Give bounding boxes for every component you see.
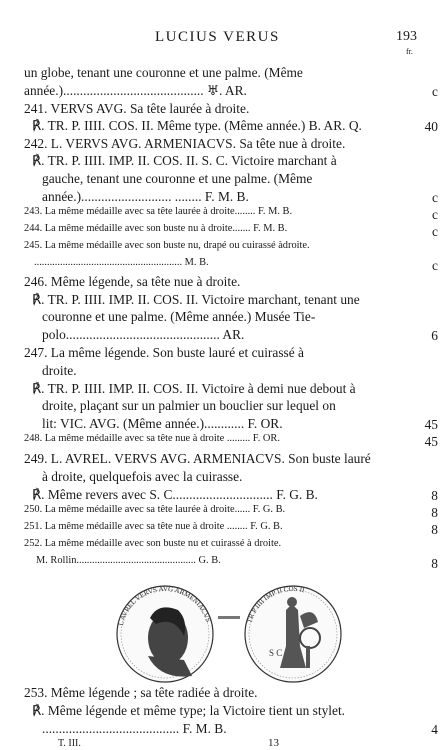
rarity-value: c	[432, 207, 438, 222]
catalogue-line: 250. La même médaille avec sa tête laurée à droite...... F. G. B.	[24, 504, 286, 515]
coin-illustration	[100, 576, 360, 688]
running-title: LUCIUS VERUS	[155, 29, 280, 45]
rarity-value: c	[432, 190, 438, 205]
rarity-value: c	[432, 258, 438, 273]
catalogue-line: 244. La même médaille avec son buste nu à droite....... F. M. B.	[24, 223, 288, 234]
catalogue-line: polo.............................................. AR.	[42, 327, 245, 342]
reverse-legend: TR P IIII IMP II COS II	[245, 584, 306, 624]
catalogue-line: un globe, tenant une couronne et une palme. (Même	[24, 65, 303, 80]
rarity-value: 8	[431, 522, 438, 537]
catalogue-line: 249. L. AVREL. VERVS AVG. ARMENIACVS. Son buste lauré	[24, 451, 371, 466]
rarity-value: c	[432, 84, 438, 99]
rarity-value: 45	[424, 417, 438, 432]
rarity-value: c	[432, 224, 438, 239]
coin-engraving	[100, 576, 360, 688]
catalogue-line: année.)........................... ........ F. M. B.	[42, 189, 249, 204]
catalogue-line: lit: VIC. AVG. (Même année.)............ F. OR.	[42, 416, 283, 431]
catalogue-line: à droite, quelquefois avec la cuirasse.	[42, 469, 243, 484]
catalogue-line: M. Rollin.............................................. G. B.	[36, 555, 221, 566]
reverse-sc: S C	[269, 648, 283, 658]
catalogue-line: ......................................... F. M. B.	[42, 721, 227, 736]
catalogue-line: ℟. Même revers avec S. C.............................. F. G. B.	[32, 487, 318, 502]
volume-marker: T. III.	[58, 738, 81, 749]
catalogue-line: 252. La même médaille avec son buste nu et cuirassé à droite.	[24, 538, 282, 549]
catalogue-line: ℟. TR. P. IIII. IMP. II. COS. II. Victoire à demi nue debout à	[32, 381, 356, 396]
catalogue-line: 241. VERVS AVG. Sa tête laurée à droite.	[24, 101, 250, 116]
catalogue-line: droite, plaçant sur un palmier un bouclier sur lequel on	[42, 398, 336, 413]
rarity-value: 8	[431, 505, 438, 520]
catalogue-line: 248. La même médaille avec sa tête nue à droite ......... F. OR.	[24, 433, 280, 444]
catalogue-line: couronne et une palme. (Même année.) Musée Tie-	[42, 309, 316, 324]
catalogue-line: 251. La même médaille avec sa tête nue à droite ........ F. G. B.	[24, 521, 283, 532]
rarity-value: 4	[431, 722, 438, 737]
obverse-legend: L AVREL VERVS AVG ARMENIACVS	[116, 584, 213, 627]
signature-number: 13	[268, 737, 279, 749]
catalogue-line: 253. Même légende ; sa tête radiée à droite.	[24, 685, 258, 700]
catalogue-line: ℟. TR. P. IIII. IMP. II. COS. II. Victoire marchant, tenant une	[32, 292, 360, 307]
rarity-value: 40	[424, 119, 438, 134]
catalogue-line: 243. La même médaille avec sa tête laurée à droite........ F. M. B.	[24, 206, 293, 217]
catalogue-line: ℟. Même légende et même type; la Victoire tient un stylet.	[32, 703, 346, 718]
catalogue-line: année.).......................................... ♅. AR.	[24, 83, 247, 98]
catalogue-line: 242. L. VERVS AVG. ARMENIACVS. Sa tête nue à droite.	[24, 136, 346, 151]
page-number: 193	[396, 29, 417, 44]
catalogue-line: 247. La même légende. Son buste lauré et cuirassé à	[24, 345, 304, 360]
catalogue-line: ℟. TR. P. IIII. COS. II. Même type. (Même année.) B. AR. Q.	[32, 118, 362, 133]
catalogue-line: droite.	[42, 363, 77, 378]
catalogue-line: ......................................................... M. B.	[34, 257, 209, 268]
catalogue-line: 246. Même légende, sa tête nue à droite.	[24, 274, 241, 289]
catalogue-line: ℟. TR. P. IIII. IMP. II. COS. II. S. C. Victoire marchant à	[32, 153, 337, 168]
rarity-value: 8	[431, 488, 438, 503]
rarity-value: 45	[424, 434, 438, 449]
rarity-value: 8	[431, 556, 438, 571]
catalogue-line: gauche, tenant une couronne et une palme. (Même	[42, 171, 313, 186]
catalogue-line: 245. La même médaille avec son buste nu, drapé ou cuirassé àdroite.	[24, 240, 310, 251]
folio-marker: fr.	[406, 47, 413, 56]
rarity-value: 6	[431, 328, 438, 343]
